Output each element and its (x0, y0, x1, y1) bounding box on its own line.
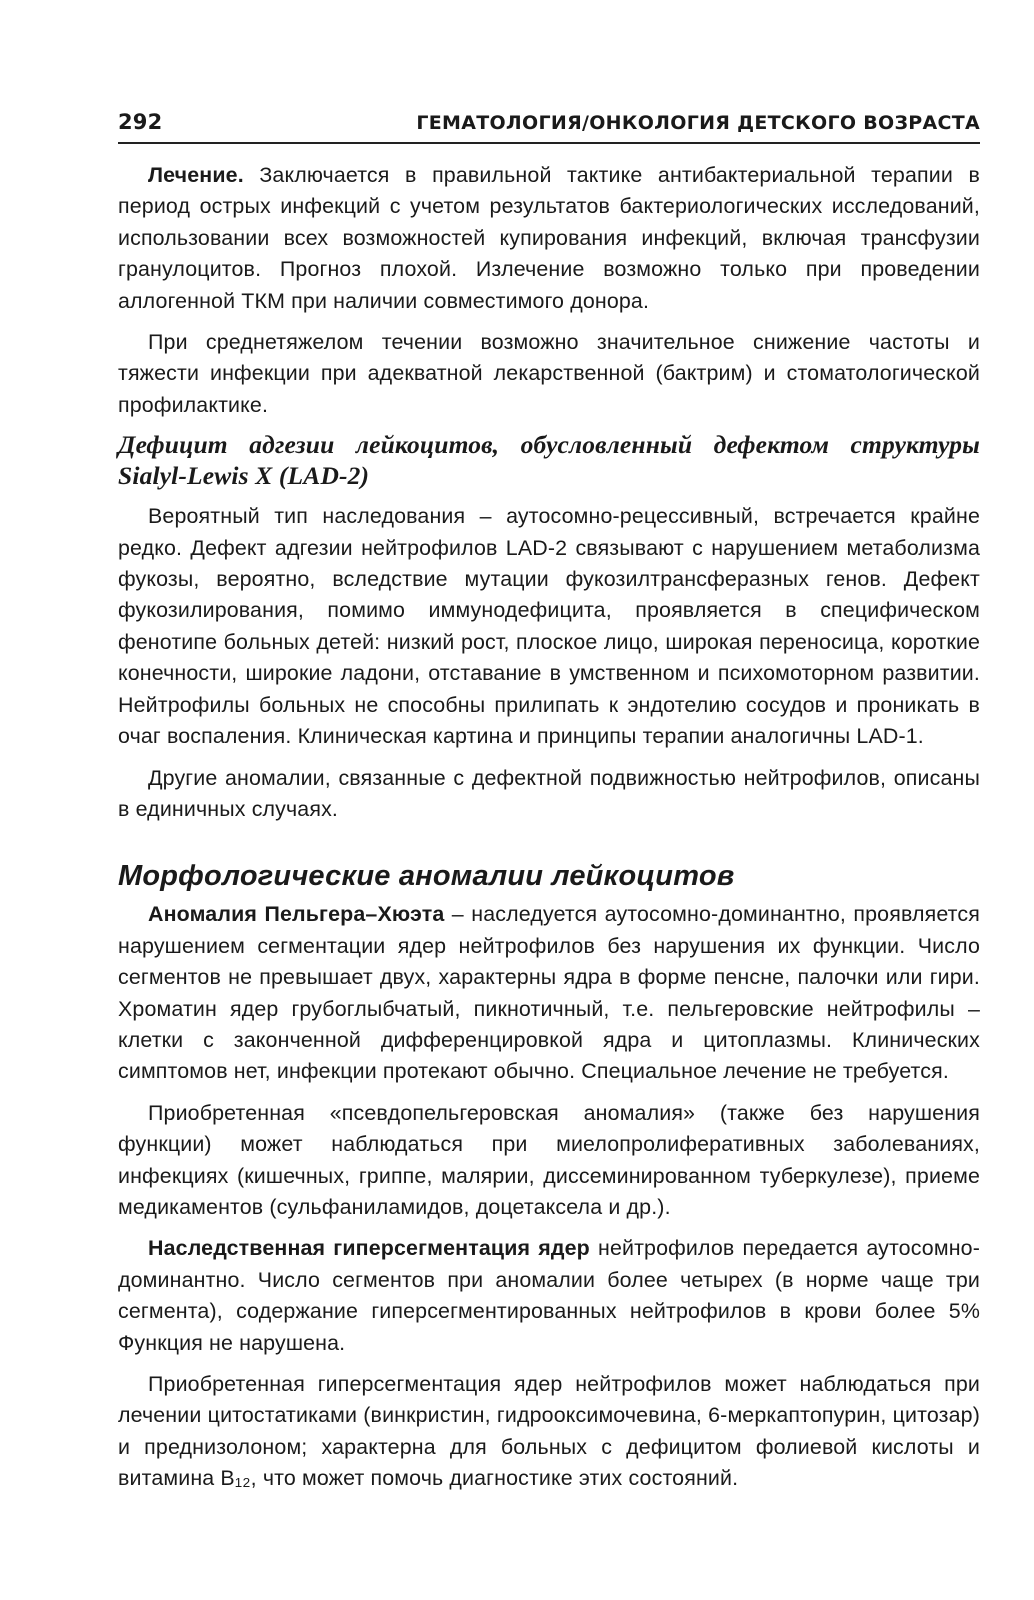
paragraph-moderate-course: При среднетяжелом течении возможно значительное снижение частоты и тяжести инфекции при адекватной лекарственной (бактрим) и стоматологической профилактике. (118, 330, 980, 417)
paragraph-lad2-description: Вероятный тип наследования – аутосомно-рецессивный, встречается крайне редко. Дефект адгезии нейтрофилов LAD-2 связывают с нарушением метаболизма фукозы, вероятно, вследствие мутации фукозилтрансферазных генов. Дефект фукозилирования, помимо иммунодефицита, проявляется в специфическом фенотипе больных детей: низкий рост, плоское лицо, широкая переносица, короткие конечности, широкие ладони, отставание в умственном и психомоторном развитии. Нейтрофилы больных не способны прилипать к эндотелию сосудов и проникать в очаг воспаления. Клиническая картина и принципы терапии аналогичны LAD-1. (118, 504, 980, 749)
running-title: ГЕМАТОЛОГИЯ/ОНКОЛОГИЯ ДЕТСКОГО ВОЗРАСТА (416, 112, 980, 134)
page-header (118, 110, 980, 144)
book-page (118, 110, 980, 1505)
paragraph-text-pelger-huet: – наследуется аутосомно-доминантно, проявляется нарушением сегментации ядер нейтрофилов без нарушения их функции. Число сегментов не превышает двух, характерны ядра в форме пенсне, палочки или гири. Хроматин ядер грубоглыбчатый, пикнотичный, т.е. пельгеровские нейтрофилы – клетки с законченной дифференцировкой ядра и цитоплазмы. Клинических симптомов нет, инфекции протекают обычно. Специальное лечение не требуется. (118, 902, 980, 1084)
page-body (118, 160, 980, 1495)
section-heading-morphological: Морфологические аномалии лейкоцитов (118, 860, 735, 893)
paragraph-lead-pelger-huet: Аномалия Пельгера–Хюэта (148, 902, 445, 927)
page-number: 292 (118, 110, 163, 134)
paragraph-other-anomalies: Другие аномалии, связанные с дефектной подвижностью нейтрофилов, описаны в единичных случаях. (118, 765, 980, 821)
paragraph-hypersegmentation (118, 1233, 980, 1359)
paragraph-treatment (118, 160, 980, 317)
paragraph-text-hypersegmentation: нейтрофилов передается аутосомно-доминантно. Число сегментов при аномалии более четырех (в норме чаще три сегмента), содержание гиперсегментированных нейтрофилов в крови более 5% Функция не нарушена. (118, 1236, 980, 1355)
paragraph-pelger-huet (118, 899, 980, 1087)
paragraph-pseudo-pelger: Приобретенная «псевдопельгеровская аномалия» (также без нарушения функции) может наблюдаться при миелопролиферативных заболеваниях, инфекциях (кишечных, гриппе, малярии, диссеминированном туберкулезе), приеме медикаментов (сульфаниламидов, доцетаксела и др.). (118, 1100, 980, 1219)
paragraph-lead-treatment: Лечение. (148, 163, 244, 187)
paragraph-acquired-hypersegmentation: Приобретенная гиперсегментация ядер нейтрофилов может наблюдаться при лечении цитостатиками (винкристин, гидрооксимочевина, 6-меркаптопурин, цитозар) и преднизолоном; характерна для больных с дефицитом фолиевой кислоты и витамина В₁₂, что может помочь диагностике этих состояний. (118, 1372, 980, 1491)
section-heading-lad2: Дефицит адгезии лейкоцитов, обусловленный дефектом структуры Sialyl-Lewis X (LAD-2) (118, 430, 980, 491)
paragraph-text-treatment: Заключается в правильной тактике антибактериальной терапии в период острых инфекций с учетом результатов бактериологических исследований, использовании всех возможностей купирования инфекций, включая трансфузии гранулоцитов. Прогноз плохой. Излечение возможно только при проведении аллогенной ТКМ при наличии совместимого донора. (118, 163, 980, 313)
paragraph-lead-hypersegmentation: Наследственная гиперсегментация ядер (148, 1236, 590, 1261)
